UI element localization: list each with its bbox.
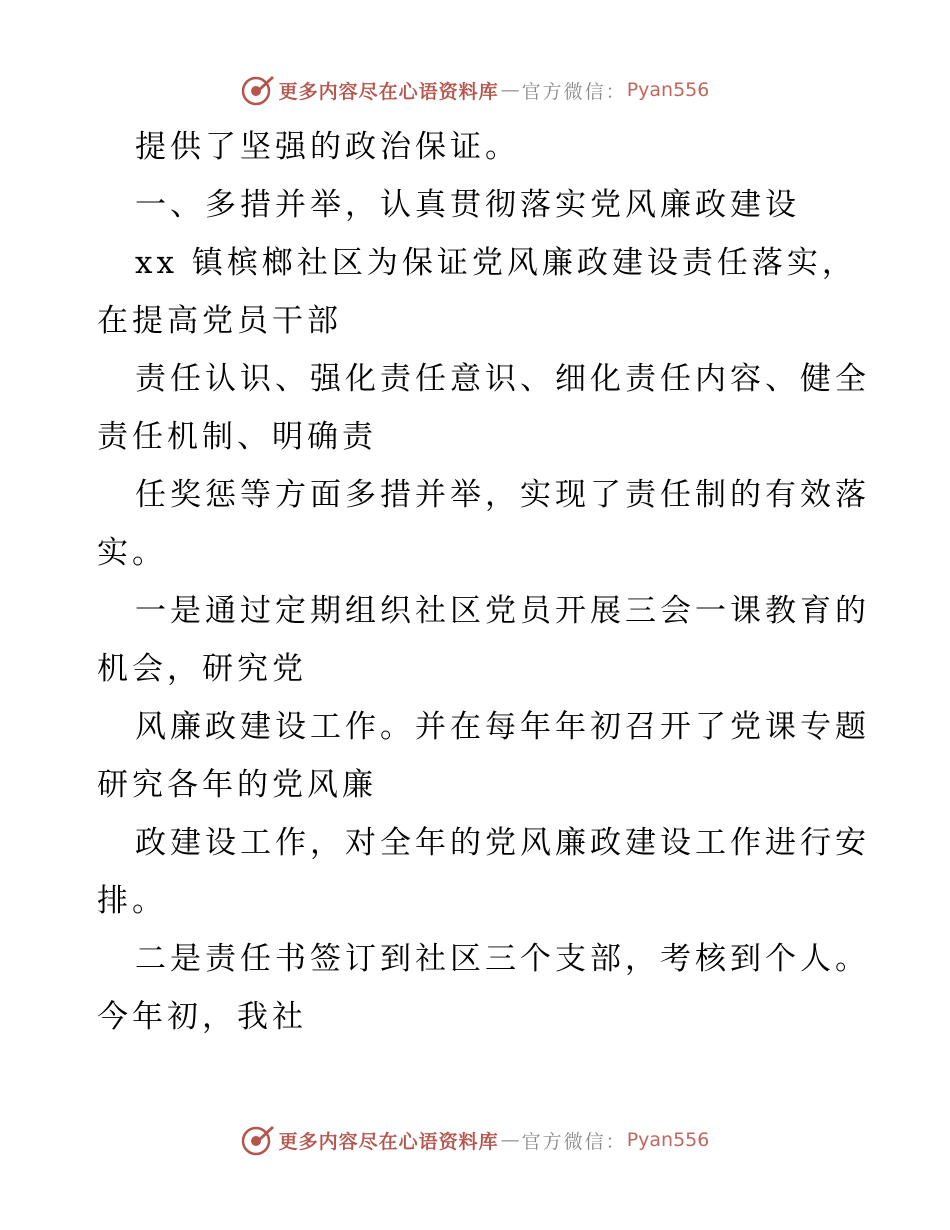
text-line: 任奖惩等方面多措并举，实现了责任制的有效落	[135, 477, 870, 513]
watermark-wechat-label: 官方微信：	[521, 1130, 627, 1153]
watermark-dash: —	[500, 1129, 520, 1151]
text-line: 在提高党员干部	[97, 303, 342, 339]
document-body	[97, 118, 870, 1046]
watermark-wechat-label: 官方微信：	[521, 80, 627, 103]
text-line: 风廉政建设工作。并在每年年初召开了党课专题	[135, 709, 870, 745]
pen-circle-logo-icon	[241, 73, 275, 107]
text-line: 排。	[97, 883, 167, 919]
text-line: 机会，研究党	[97, 651, 307, 687]
text-line: 责任机制、明确责	[97, 419, 377, 455]
watermark-site-name: 更多内容尽在心语资料库	[278, 80, 499, 103]
header-watermark	[0, 70, 950, 110]
text-line: 二是责任书签订到社区三个支部，考核到个人。	[135, 941, 870, 977]
watermark-wechat-id: Pyan556	[626, 79, 710, 101]
text-line: 今年初，我社	[97, 999, 307, 1035]
text-line: 研究各年的党风廉	[97, 767, 377, 803]
pen-circle-logo-icon	[241, 1123, 275, 1157]
text-line: 政建设工作，对全年的党风廉政建设工作进行安	[135, 825, 870, 861]
watermark-wechat-id: Pyan556	[626, 1129, 710, 1151]
text-line: xx 镇槟榔社区为保证党风廉政建设责任落实，	[135, 245, 857, 281]
section-heading: 一、多措并举，认真贯彻落实党风廉政建设	[135, 187, 800, 223]
footer-watermark	[0, 1120, 950, 1160]
text-line: 一是通过定期组织社区党员开展三会一课教育的	[135, 593, 870, 629]
text-line: 责任认识、强化责任意识、细化责任内容、健全	[135, 361, 870, 397]
text-line: 实。	[97, 535, 167, 571]
watermark-dash: —	[500, 79, 520, 101]
watermark-site-name: 更多内容尽在心语资料库	[278, 1130, 499, 1153]
text-line: 提供了坚强的政治保证。	[135, 129, 520, 165]
